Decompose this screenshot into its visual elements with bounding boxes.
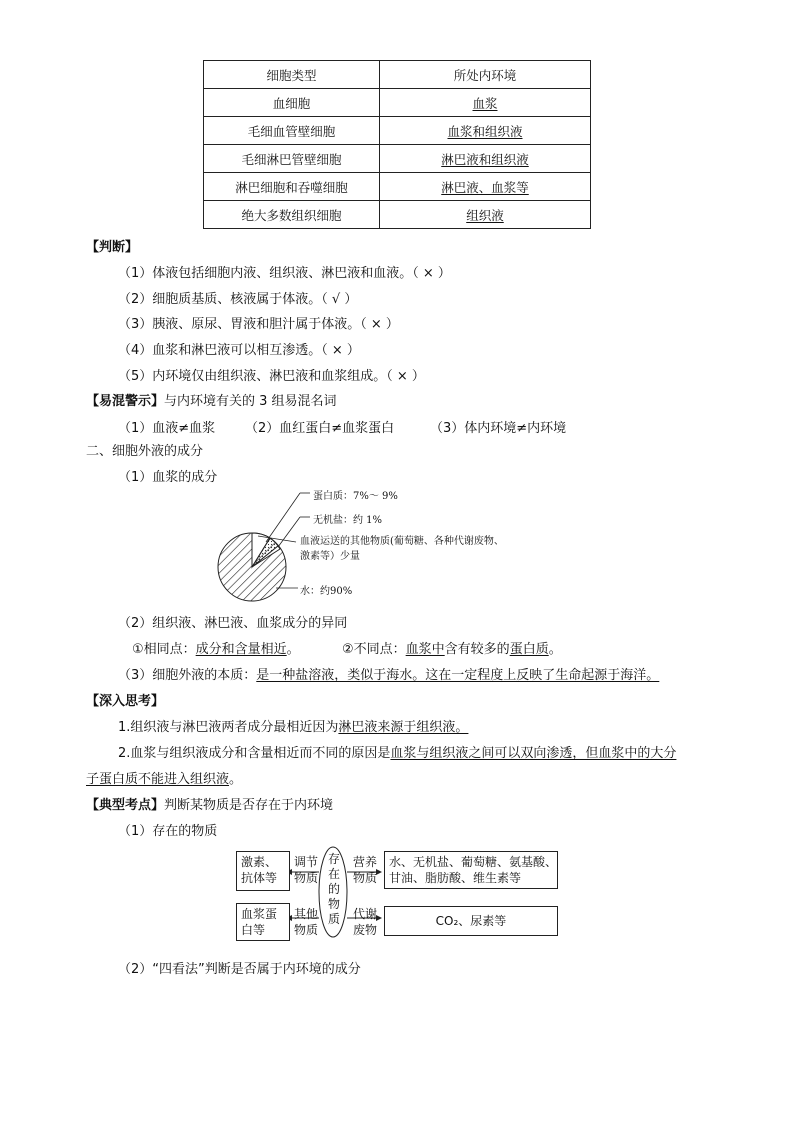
table-row: [204, 89, 591, 117]
subheading-compare: （2）组织液、淋巴液、血浆成分的异同: [118, 616, 348, 631]
subheading-existing: （1）存在的物质: [118, 824, 218, 839]
pie-label-water: 水：约90%: [300, 586, 353, 597]
judge-item: （5）内环境仅由组织液、淋巴液和血浆组成。（ × ）: [118, 369, 425, 384]
box-plasma-protein: 血浆蛋 白等: [236, 903, 290, 941]
warn-line: [86, 390, 337, 409]
essence-answer: 是一种盐溶液，类似于海水。这在一定程度上反映了生命起源于海洋。: [256, 668, 660, 683]
think-q2-answer-2: 子蛋白质不能进入组织液: [86, 772, 230, 787]
label-nutrient: 营养 物质: [352, 855, 377, 885]
header-environment: 所处内环境: [380, 61, 591, 89]
cell-type: 淋巴细胞和吞噬细胞: [204, 173, 380, 201]
label-waste: 代谢 废物: [352, 907, 377, 937]
difference-answer-1: 血浆中: [405, 642, 445, 657]
judge-heading: 【判断】: [86, 240, 139, 255]
judge-item: （1）体液包括细胞内液、组织液、淋巴液和血液。（ × ）: [118, 266, 451, 281]
box-waste: CO₂、尿素等: [384, 906, 558, 936]
header-cell-type: 细胞类型: [204, 61, 380, 89]
think-q1-answer: 淋巴液来源于组织液。: [338, 720, 469, 735]
environment-answer: 组织液: [466, 207, 504, 223]
cell-environment-table: [203, 60, 591, 229]
warn-item: （1）血液≠血浆: [118, 421, 216, 436]
environment-answer: 淋巴液和组织液: [441, 151, 529, 167]
pie-label-other-2: 激素等）少量: [300, 551, 360, 562]
environment-answer: 血浆和组织液: [447, 123, 523, 139]
think-q2-cont: 子蛋白质不能进入组织液。: [86, 772, 243, 787]
warn-item: （3）体内环境≠内环境: [430, 421, 567, 436]
exam-heading: 【典型考点】: [86, 798, 165, 813]
center-label: 存 在 的 物 质: [327, 852, 340, 926]
judge-item: （2）细胞质基质、核液属于体液。（ √ ）: [118, 292, 358, 307]
table-header-row: [204, 61, 591, 89]
subheading-plasma: （1）血浆的成分: [118, 470, 218, 485]
table-row: [204, 145, 591, 173]
table-row: [204, 117, 591, 145]
cell-type: 绝大多数组织细胞: [204, 201, 380, 229]
leader-line-salt: [278, 517, 300, 547]
think-q2-answer-1: 血浆与组织液之间可以双向渗透，但血浆中的大分: [390, 746, 677, 761]
subheading-four-look: （2）“四看法”判断是否属于内环境的成分: [118, 962, 361, 977]
section-title: 二、细胞外液的成分: [86, 444, 204, 459]
pie-label-salt: 无机盐：约 1%: [313, 515, 383, 526]
exam-text: 判断某物质是否存在于内环境: [164, 798, 334, 813]
label-regulatory: 调节 物质: [293, 855, 318, 885]
box-hormones: 激素、 抗体等: [236, 851, 290, 891]
similarity-answer: 成分和含量相近: [195, 642, 287, 657]
environment-answer: 淋巴液、血浆等: [441, 179, 529, 195]
warn-item: （2）血红蛋白≠血浆蛋白: [245, 421, 395, 436]
judge-item: （3）胰液、原尿、胃液和胆汁属于体液。（ × ）: [118, 317, 399, 332]
think-heading: 【深入思考】: [86, 694, 165, 709]
judge-item: （4）血浆和淋巴液可以相互渗透。（ × ）: [118, 343, 360, 358]
environment-answer: 血浆: [472, 95, 498, 111]
table-row: [204, 201, 591, 229]
box-nutrients: 水、无机盐、葡萄糖、氨基酸、 甘油、脂肪酸、维生素等: [384, 851, 558, 889]
warn-heading: 【易混警示】: [86, 394, 165, 409]
cell-type: 毛细淋巴管壁细胞: [204, 145, 380, 173]
leader-line-protein: [266, 493, 300, 542]
pie-label-other-1: 血液运送的其他物质(葡萄糖、各种代谢废物、: [300, 536, 504, 547]
cell-type: 血细胞: [204, 89, 380, 117]
think-q1: 1.组织液与淋巴液两者成分最相近因为淋巴液来源于组织液。: [118, 720, 469, 735]
cell-type: 毛细血管壁细胞: [204, 117, 380, 145]
exam-line: [86, 794, 333, 813]
difference-answer-2: 蛋白质: [509, 642, 549, 657]
similarity-line: ①相同点：成分和含量相近。: [132, 642, 300, 657]
label-other: 其他 物质: [293, 907, 318, 937]
essence-line: （3）细胞外液的本质：是一种盐溶液，类似于海水。这在一定程度上反映了生命起源于海洋。: [118, 668, 660, 683]
think-q2: 2.血浆与组织液成分和含量相近而不同的原因是血浆与组织液之间可以双向渗透，但血浆中的大分: [118, 746, 677, 761]
difference-line: ②不同点：血浆中含有较多的蛋白质。: [342, 642, 562, 657]
table-row: [204, 173, 591, 201]
warn-text: 与内环境有关的 3 组易混名词: [164, 394, 337, 409]
pie-label-protein: 蛋白质：7%～ 9%: [313, 491, 398, 502]
